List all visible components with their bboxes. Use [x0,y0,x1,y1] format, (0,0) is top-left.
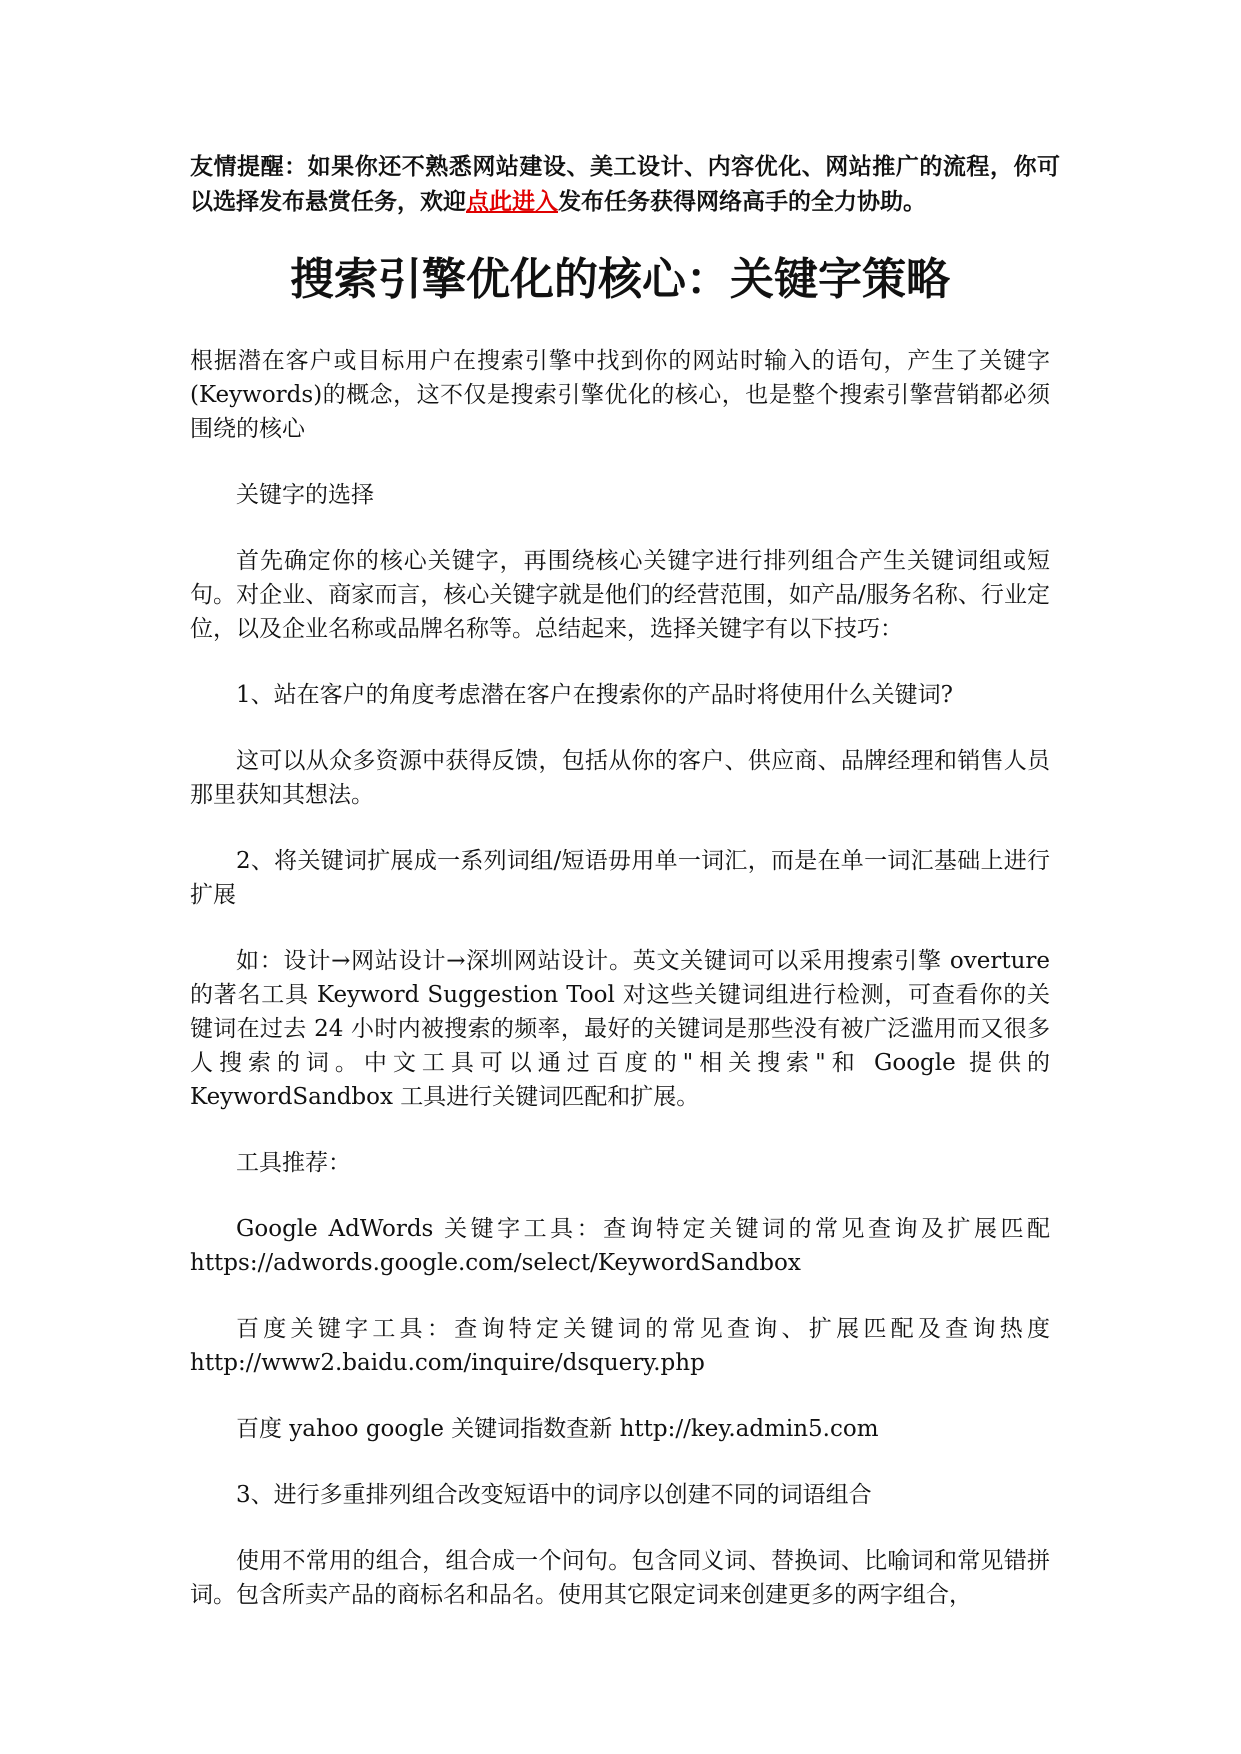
paragraph: 使用不常用的组合，组合成一个问句。包含同义词、替换词、比喻词和常见错拼词。包含所卖产品的商标名和品名。使用其它限定词来创建更多的两字组合， [190,1548,1050,1608]
intro-paragraph: 根据潜在客户或目标用户在搜索引擎中找到你的网站时输入的语句，产生了关键字 (Keywords)的概念，这不仅是搜索引擎优化的核心，也是整个搜索引擎营销都必须围绕的核心 [190,348,1050,442]
tool-keyword-index: 百度 yahoo google 关键词指数查新 http://key.admin5.com [236,1416,879,1442]
reminder-notice [190,150,1060,220]
tip-3: 3、进行多重排列组合改变短语中的词序以创建不同的词语组合 [236,1482,872,1508]
tools-heading: 工具推荐： [236,1150,351,1176]
tip-1: 1、站在客户的角度考虑潜在客户在搜索你的产品时将使用什么关键词? [236,682,953,708]
enter-here-link[interactable]: 点此进入 [466,189,558,215]
article-body [190,344,1050,1644]
paragraph: 首先确定你的核心关键字，再围绕核心关键字进行排列组合产生关键词组或短句。对企业、商家而言，核心关键字就是他们的经营范围，如产品/服务名称、行业定位，以及企业名称或品牌名称等。总结起来，选择关键字有以下技巧： [190,548,1050,642]
notice-text-end: 发布任务获得网络高手的全力协助。 [558,189,926,215]
tool-google-adwords: Google AdWords 关键字工具：查询特定关键词的常见查询及扩展匹配 https://adwords.google.com/select/KeywordSandbox [190,1216,1050,1276]
page-title: 搜索引擎优化的核心：关键字策略 [290,254,950,305]
tool-baidu: 百度关键字工具：查询特定关键词的常见查询、扩展匹配及查询热度 http://www2.baidu.com/inquire/dsquery.php [190,1316,1050,1376]
notice-text: 友情提醒：如果你还不熟悉网站建设、美工设计、内容优化、网站推广的流程，你可以选择发布悬赏任务，欢迎 [190,154,1060,215]
tip-2: 2、将关键词扩展成一系列词组/短语毋用单一词汇，而是在单一词汇基础上进行扩展 [190,848,1050,908]
paragraph: 这可以从众多资源中获得反馈，包括从你的客户、供应商、品牌经理和销售人员那里获知其想法。 [190,748,1050,808]
section-heading-keyword-selection: 关键字的选择 [236,482,374,508]
paragraph: 如：设计→网站设计→深圳网站设计。英文关键词可以采用搜索引擎 overture 的著名工具 Keyword Suggestion Tool 对这些关键词组进行检测，可查看你的关键词在过去 24 小时内被搜索的频率，最好的关键词是那些没有被广泛滥用而又很多人搜索的词。中文工具可以通过百度的"相关搜索"和 Google 提供的 KeywordSandbox 工具进行关键词匹配和扩展。 [190,948,1050,1110]
